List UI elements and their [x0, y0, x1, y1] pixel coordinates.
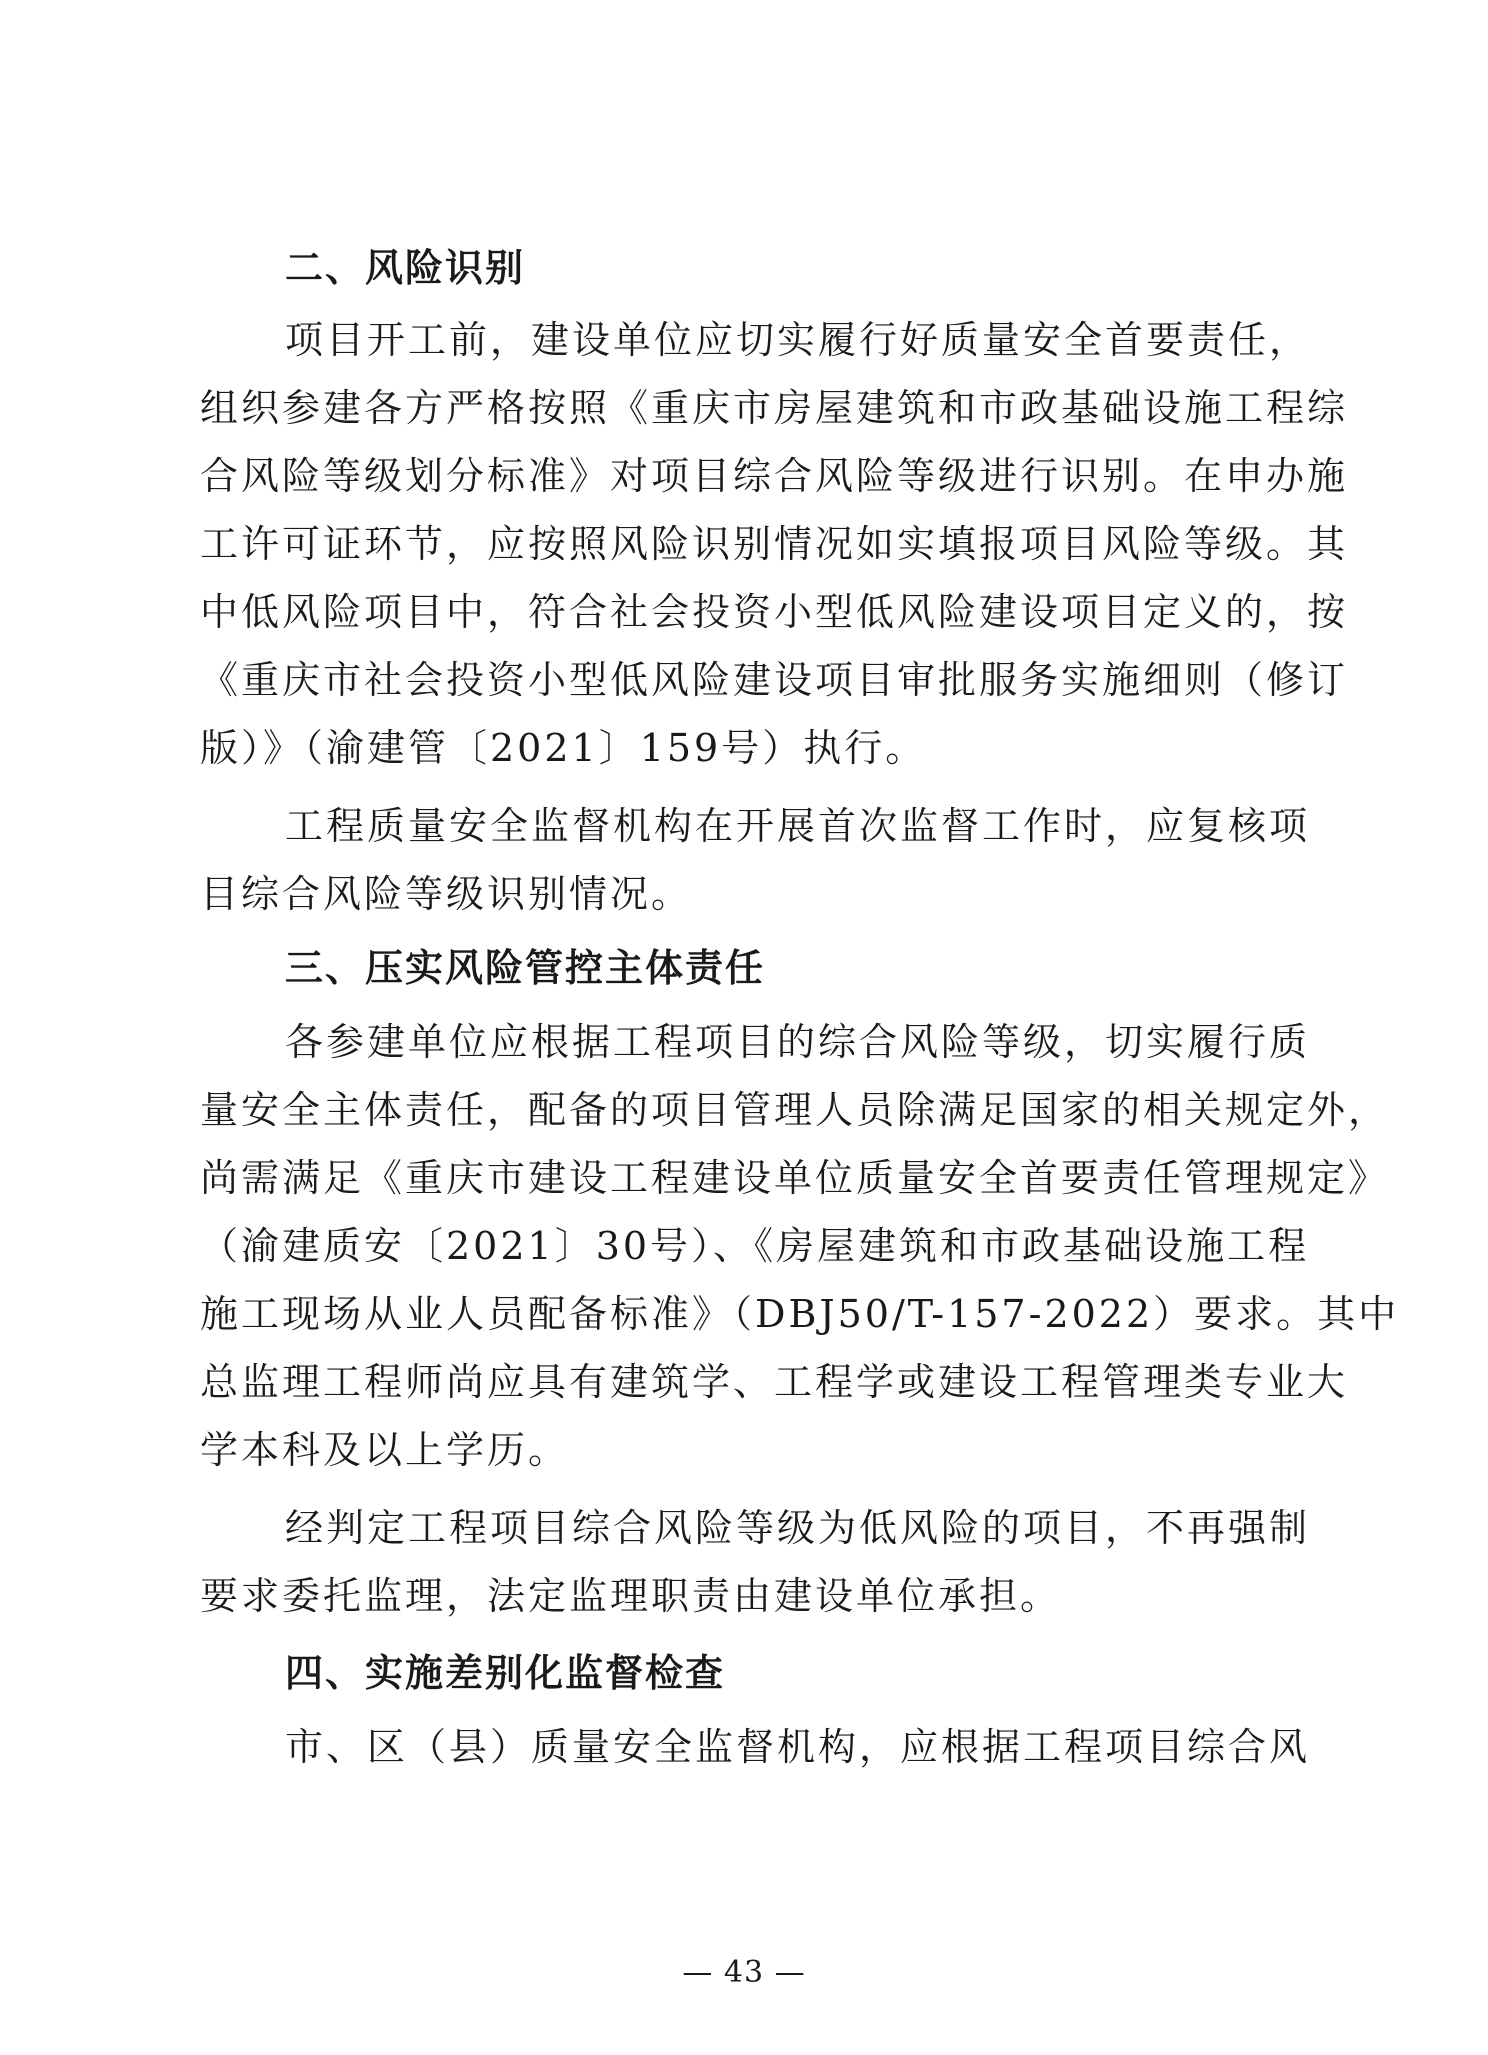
paragraph-line: 经判定工程项目综合风险等级为低风险的项目，不再强制	[285, 1506, 1311, 1550]
section-heading-differentiated-supervision: 四、实施差别化监督检查	[285, 1651, 726, 1695]
section-heading-risk-control-responsibility: 三、压实风险管控主体责任	[285, 946, 766, 990]
paragraph-line: 各参建单位应根据工程项目的综合风险等级，切实履行质	[285, 1020, 1311, 1064]
paragraph-line: 要求委托监理，法定监理职责由建设单位承担。	[200, 1574, 1062, 1618]
page-number: — 43 —	[682, 1955, 806, 1990]
paragraph-line: 市、区（县）质量安全监督机构，应根据工程项目综合风	[285, 1725, 1311, 1769]
paragraph-line: 版）》（渝建管〔2021〕159号）执行。	[200, 726, 927, 770]
paragraph-line: 总监理工程师尚应具有建筑学、工程学或建设工程管理类专业大	[200, 1360, 1349, 1404]
paragraph-line: 项目开工前，建设单位应切实履行好质量安全首要责任，	[285, 318, 1311, 362]
paragraph-line: 《重庆市社会投资小型低风险建设项目审批服务实施细则（修订	[200, 658, 1349, 702]
paragraph-line: 学本科及以上学历。	[200, 1428, 570, 1472]
paragraph-line: 中低风险项目中，符合社会投资小型低风险建设项目定义的，按	[200, 590, 1349, 634]
paragraph-line: （渝建质安〔2021〕30号）、《房屋建筑和市政基础设施工程	[200, 1224, 1310, 1268]
paragraph-line: 尚需满足《重庆市建设工程建设单位质量安全首要责任管理规定》	[200, 1156, 1390, 1200]
paragraph-line: 目综合风险等级识别情况。	[200, 872, 693, 916]
paragraph-line: 组织参建各方严格按照《重庆市房屋建筑和市政基础设施工程综	[200, 386, 1349, 430]
paragraph-line: 合风险等级划分标准》对项目综合风险等级进行识别。在申办施	[200, 454, 1349, 498]
paragraph-line: 工程质量安全监督机构在开展首次监督工作时，应复核项	[285, 804, 1311, 848]
section-heading-risk-identification: 二、风险识别	[285, 246, 526, 290]
paragraph-line: 量安全主体责任，配备的项目管理人员除满足国家的相关规定外，	[200, 1088, 1390, 1132]
paragraph-line: 施工现场从业人员配备标准》（DBJ50/T-157-2022）要求。其中	[200, 1292, 1400, 1336]
paragraph-line: 工许可证环节，应按照风险识别情况如实填报项目风险等级。其	[200, 522, 1349, 566]
